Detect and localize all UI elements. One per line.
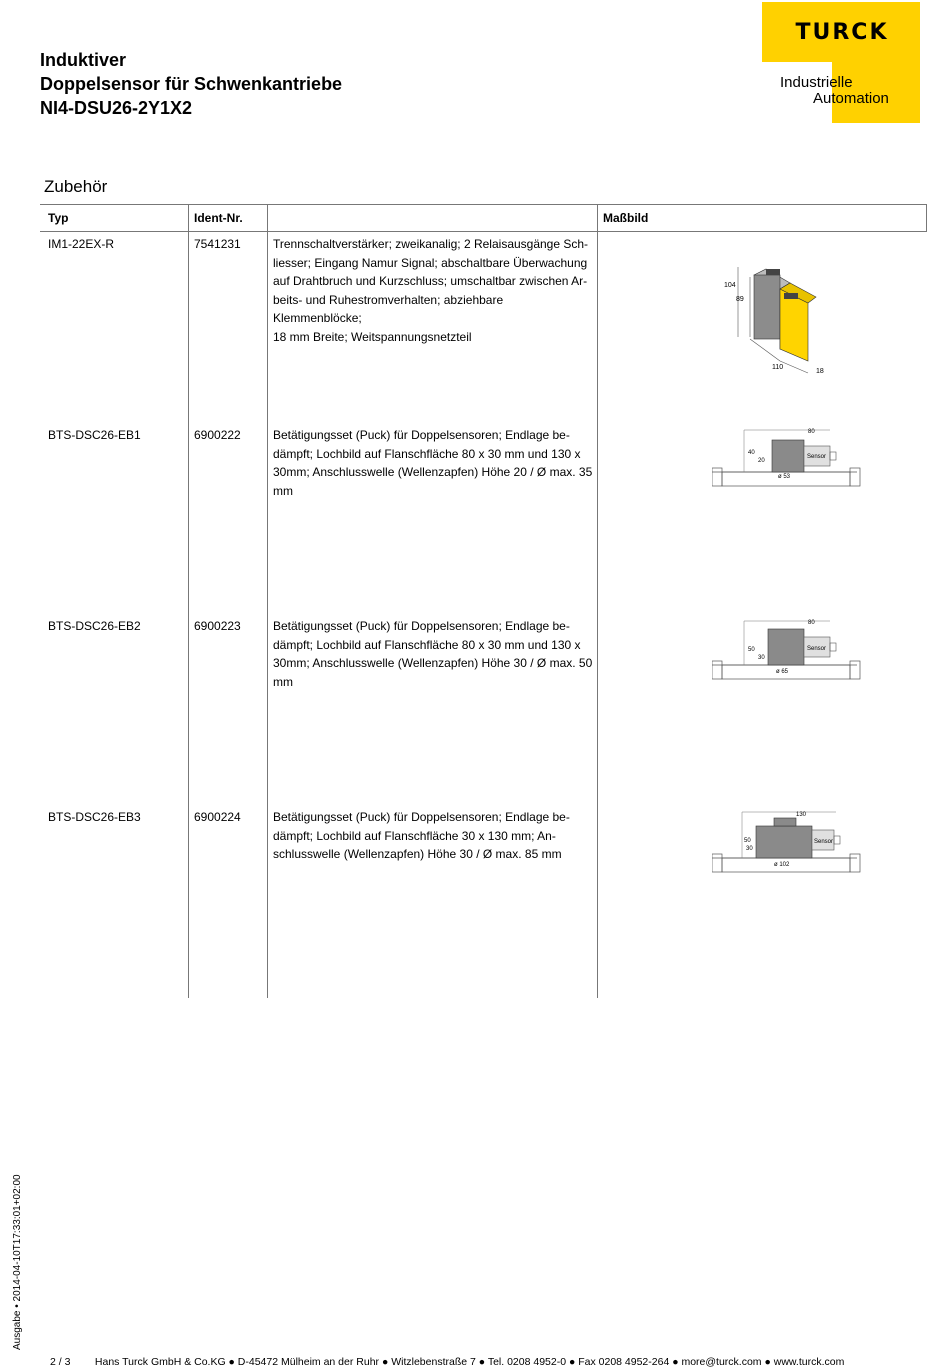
desc-line: beits- und Ruhestromverhalten; abziehbare Klemmenblöcke; xyxy=(273,292,504,325)
desc-line: dämpft; Lochbild auf Flanschfläche 80 x 30 mm und 130 x xyxy=(273,637,581,652)
column-divider xyxy=(267,204,268,998)
header-massbild: Maßbild xyxy=(603,211,649,225)
cell-ident: 7541231 xyxy=(194,237,241,251)
dim-label: 20 xyxy=(758,458,765,464)
cell-description xyxy=(273,235,593,346)
dim-label: 18 xyxy=(816,368,824,375)
desc-line: liesser; Eingang Namur Signal; abschaltbare Überwachung xyxy=(273,255,588,270)
logo-subtitle-2: Automation xyxy=(813,90,889,107)
dim-label: 30 xyxy=(758,655,765,661)
desc-line: Betätigungsset (Puck) für Doppelsensoren; Endlage be- xyxy=(273,428,570,442)
issue-date: Ausgabe • 2014-04-10T17:33:01+02:00 xyxy=(12,1174,23,1350)
sensor-label: Sensor xyxy=(814,839,834,845)
desc-line: mm xyxy=(273,483,293,498)
logo-brand: TURCK xyxy=(795,20,889,45)
header-typ: Typ xyxy=(48,211,69,225)
relay-module-drawing xyxy=(720,235,840,380)
desc-line: mm xyxy=(273,674,293,689)
cell-ident: 6900224 xyxy=(194,810,241,824)
dim-label: ø 102 xyxy=(774,862,790,868)
turck-logo xyxy=(762,2,920,123)
header-ident: Ident-Nr. xyxy=(194,211,243,225)
cell-description xyxy=(273,808,593,864)
document-title xyxy=(40,48,342,120)
desc-line: Betätigungsset (Puck) für Doppelsensoren; Endlage be- xyxy=(273,619,570,633)
desc-line: dämpft; Lochbild auf Flanschfläche 80 x 30 mm und 130 x xyxy=(273,446,581,461)
table-header xyxy=(40,204,927,232)
desc-line: Trennschaltverstärker; zweikanalig; 2 Relaisausgänge Sch- xyxy=(273,237,589,251)
dim-label: 80 xyxy=(808,429,815,435)
desc-line: auf Drahtbruch und Kurzschluss; umschaltbar zwischen Ar- xyxy=(273,274,588,288)
company-info: Hans Turck GmbH & Co.KG ● D-45472 Mülheim an der Ruhr ● Witzlebenstraße 7 ● Tel. 0208 4952-0 ● Fax 0208 4952-264 ● more@turck.com ● www.turck.com xyxy=(94,1356,845,1368)
dim-label: 50 xyxy=(744,838,751,844)
column-divider xyxy=(188,204,189,998)
logo-subtitle-1: Industrielle xyxy=(780,74,853,91)
sensor-label: Sensor xyxy=(807,454,827,460)
puck-drawing xyxy=(712,808,862,876)
cell-typ: IM1-22EX-R xyxy=(48,237,115,251)
column-divider xyxy=(597,204,598,998)
section-title: Zubehör xyxy=(44,177,108,196)
cell-ident: 6900222 xyxy=(194,428,241,442)
cell-ident: 6900223 xyxy=(194,619,241,633)
dim-label: 50 xyxy=(748,647,755,653)
puck-drawing xyxy=(712,617,862,685)
dim-label: 80 xyxy=(808,620,815,626)
dim-label: 40 xyxy=(748,450,755,456)
cell-description xyxy=(273,426,593,500)
desc-line: 30mm; Anschlusswelle (Wellenzapfen) Höhe 30 / Ø max. 50 xyxy=(273,656,593,670)
title-line-1: Induktiver xyxy=(40,50,127,70)
cell-description xyxy=(273,617,593,691)
desc-line: Betätigungsset (Puck) für Doppelsensoren; Endlage be- xyxy=(273,810,570,824)
desc-line: 18 mm Breite; Weitspannungsnetzteil xyxy=(273,329,472,344)
cell-typ: BTS-DSC26-EB1 xyxy=(48,428,141,442)
dim-label: 104 xyxy=(724,282,736,289)
dim-label: 110 xyxy=(772,364,784,371)
desc-line: dämpft; Lochbild auf Flanschfläche 30 x 130 mm; An- xyxy=(273,828,556,843)
dim-label: 30 xyxy=(746,846,753,852)
page-number: 2 / 3 xyxy=(50,1356,71,1368)
title-line-3: NI4-DSU26-2Y1X2 xyxy=(40,98,193,118)
cell-typ: BTS-DSC26-EB2 xyxy=(48,619,141,633)
desc-line: 30mm; Anschlusswelle (Wellenzapfen) Höhe 20 / Ø max. 35 xyxy=(273,465,593,479)
dim-label: 89 xyxy=(736,296,744,303)
cell-typ: BTS-DSC26-EB3 xyxy=(48,810,141,824)
dim-label: ø 65 xyxy=(776,669,789,675)
dim-label: 130 xyxy=(796,812,807,818)
desc-line: schlusswelle (Wellenzapfen) Höhe 30 / Ø max. 85 mm xyxy=(273,847,562,861)
title-line-2: Doppelsensor für Schwenkantriebe xyxy=(40,74,343,94)
sensor-label: Sensor xyxy=(807,646,827,652)
dim-label: ø 53 xyxy=(778,474,791,480)
page-footer xyxy=(50,1356,844,1368)
puck-drawing xyxy=(712,426,862,490)
